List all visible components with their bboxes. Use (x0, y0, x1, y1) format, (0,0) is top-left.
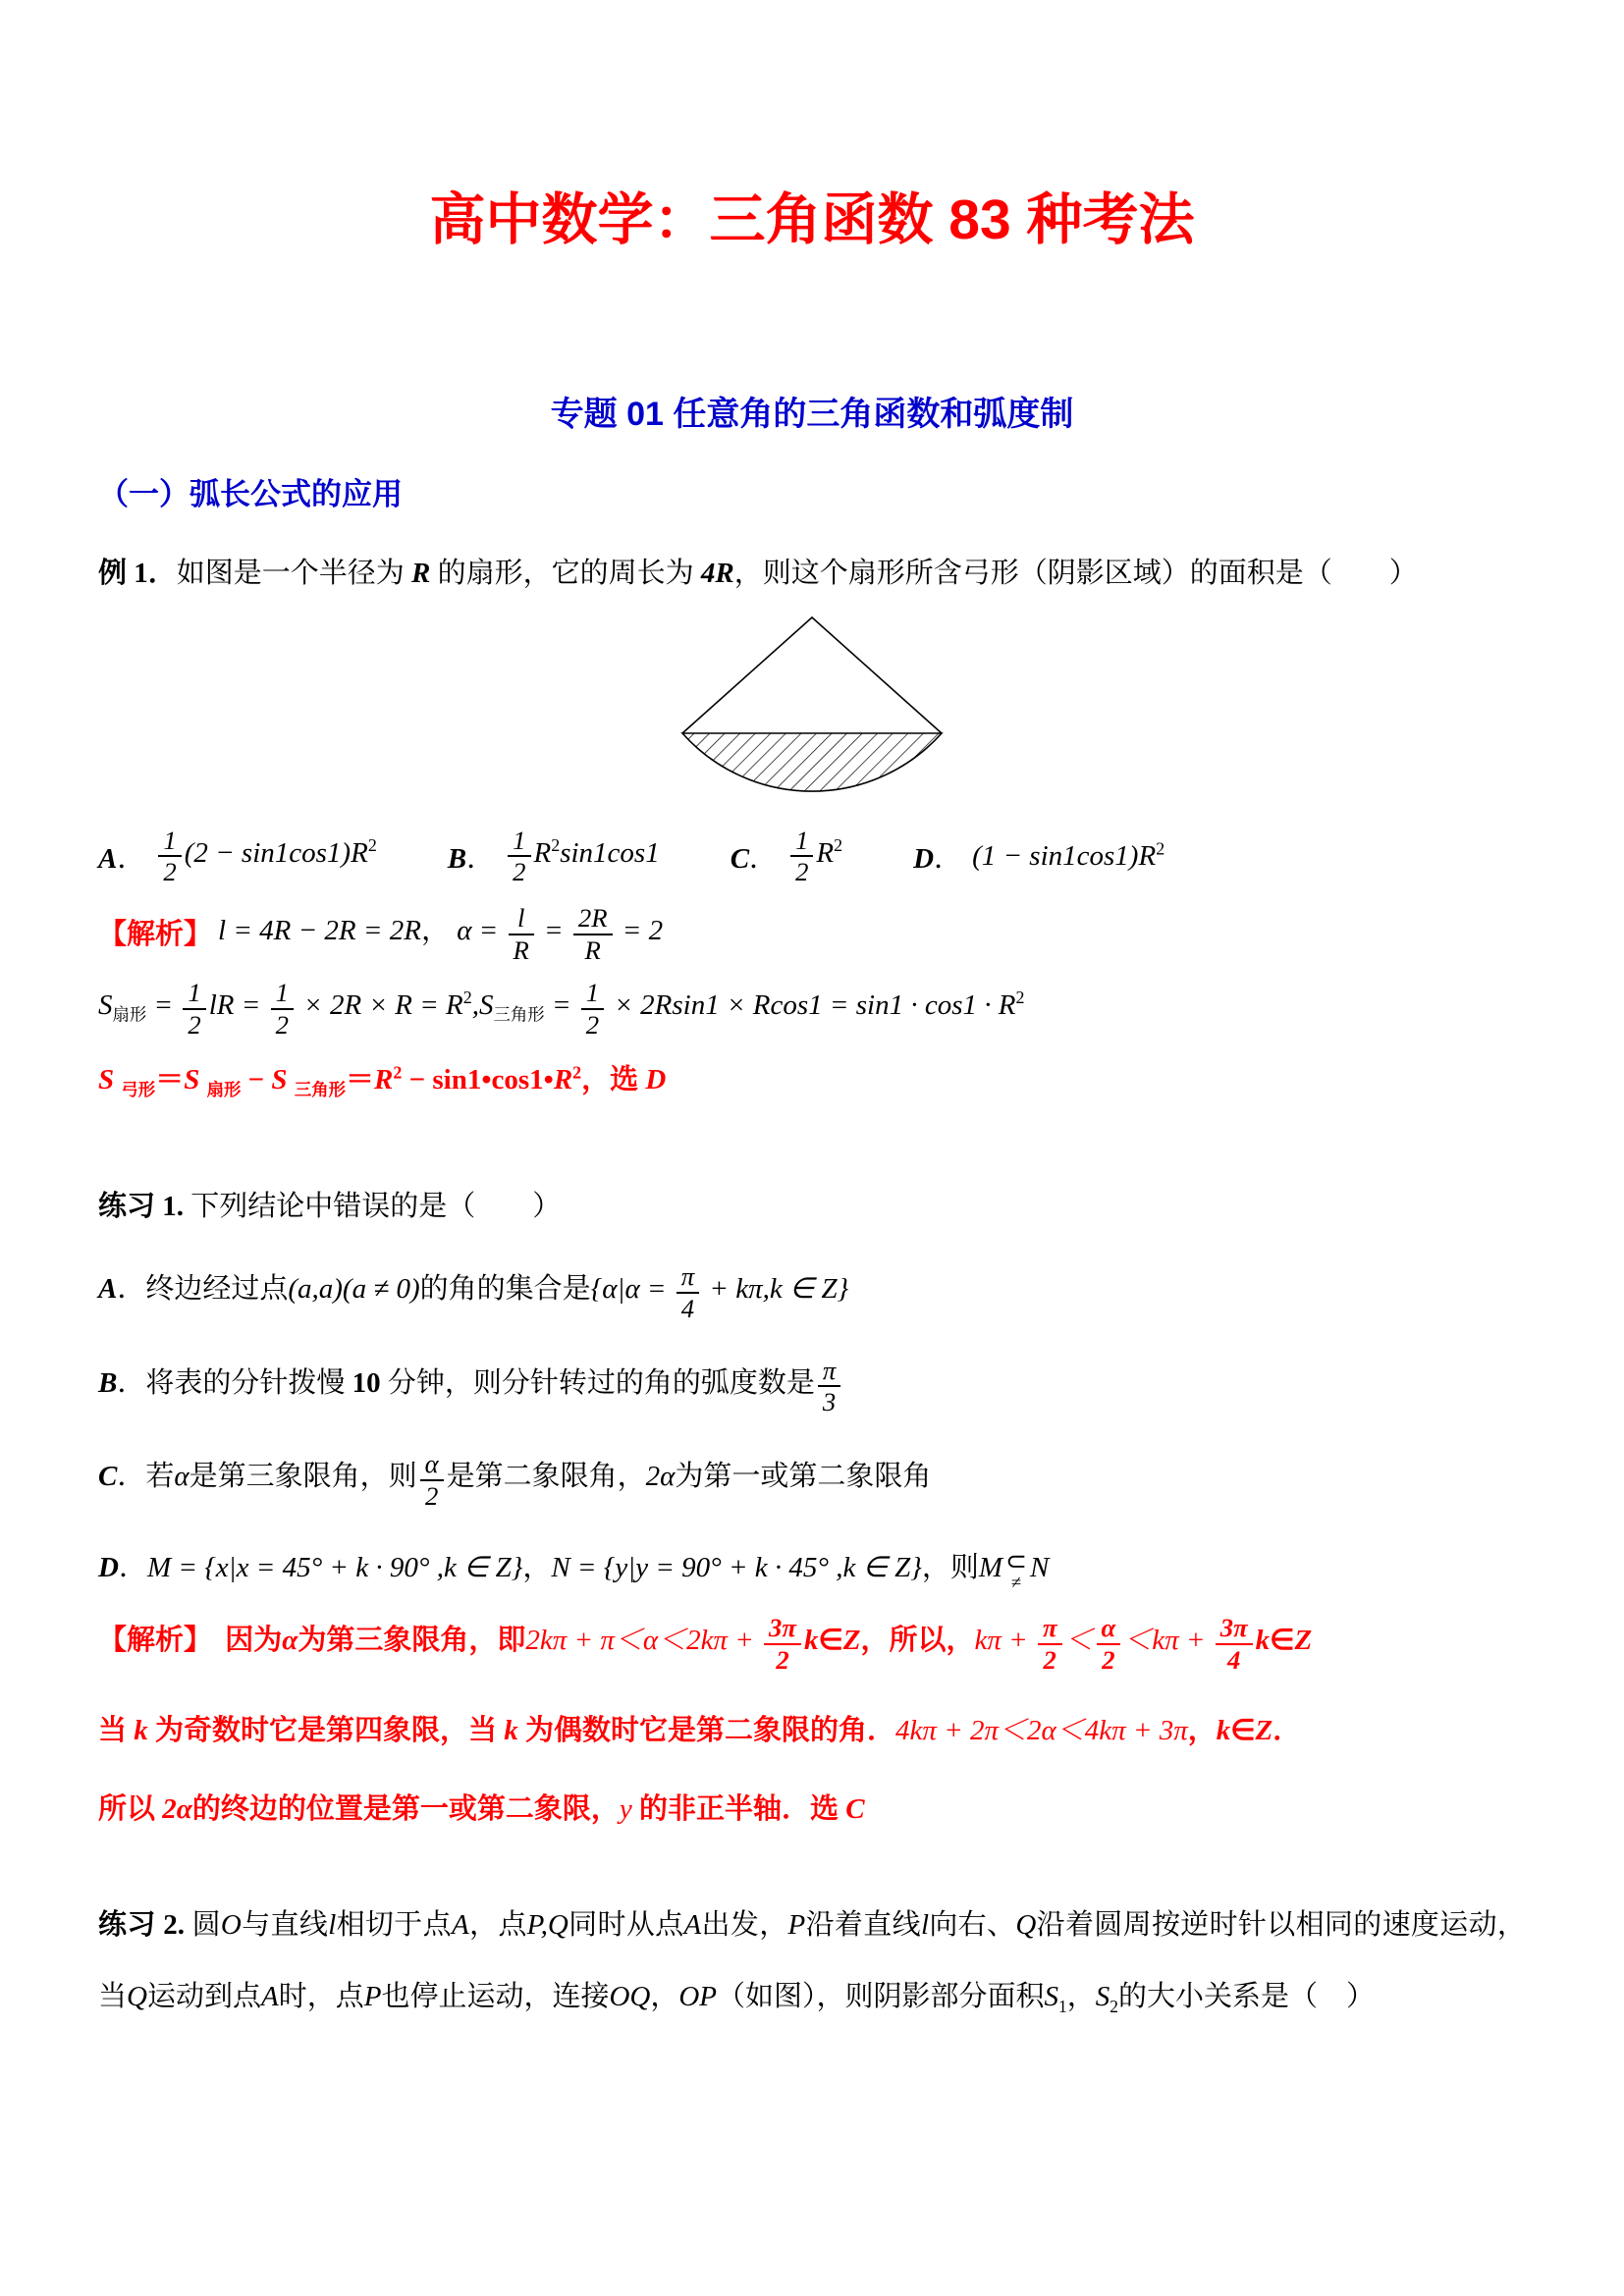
exercise1-analysis-line1 (98, 1614, 1526, 1675)
exercise1-analysis-tag: 【解析】 (98, 1624, 213, 1656)
example1-options (98, 827, 1526, 887)
exercise1-question: 练习 1. 下列结论中错误的是（ ） (98, 1190, 562, 1222)
example1-analysis-line2: $S_{扇形}$ = $\frac{1}{2}$ lR = $\frac{1}{2}$ × $2R \times R = R^2,S_{三角形}$ = $\frac{1}{2}$ × $2Rsin1 \times Rcos1 = \sin 1 \cdot \cos 1 \cdot R^2$ (98, 977, 1025, 1040)
option-a-label: A． (98, 842, 146, 875)
example1-analysis-line1 (98, 904, 1526, 965)
exercise1-option-c: C．若α是第三象限角，则 $\frac{\alpha}{2}$ 是第二象限角，2α为第一或第二象限角 (98, 1449, 932, 1511)
page-title: 高中数学：三角函数 83 种考法 (429, 188, 1195, 251)
exercise1-option-b: B．将表的分针拨慢 10 分钟，则分针转过的角的弧度数是 $\frac{\pi}{3}$ (98, 1357, 1526, 1417)
option-d-label: D． (913, 842, 963, 875)
exercise1-option-d: D．M = {x|x = 45° + k · 90° ,k ∈ Z}，N = {y|y = 90° + k · 45° ,k ∈ Z}，则M ⊂ ≠ N (98, 1546, 1050, 1593)
exercise1-analysis-line3: 所以 2α的终边的位置是第一或第二象限，y 的非正半轴．选 C (98, 1793, 865, 1826)
exercise1-analysis-line2: 当 k 为奇数时它是第四象限，当 k 为偶数时它是第二象限的角．4kπ + 2π＜2α＜4kπ + 3π，k∈Z． (98, 1714, 1302, 1746)
sector-segment-figure (665, 610, 959, 811)
option-a (98, 827, 377, 887)
sector-radii (682, 617, 942, 733)
shaded-segment (682, 733, 942, 791)
example1-question: 例 1．如图是一个半径为 R 的扇形，它的周长为 4R，则这个扇形所含弓形（阴影区域）的面积是（ ） (98, 557, 1418, 589)
exercise2-question: 练习 2. 圆O与直线l相切于点A，点P,Q同时从点A出发，P沿着直线l向右、Q沿着圆周按逆时针以相同的速度运动，当Q运动到点A时，点P也停止运动，连接OQ，OP（如图），则阴影部分面积$S_1$，$S_2$的大小关系是（ ） (98, 1908, 1526, 2017)
option-b-label: B． (447, 842, 496, 875)
topic-subtitle: 专题 01 任意角的三角函数和弧度制 (550, 395, 1074, 433)
analysis-math-1: l = 4R − 2R = 2R， α = $\frac{l}{R}$ = $\frac{2R}{R}$ = 2 (218, 903, 664, 965)
exercise1-option-a: A．终边经过点(a,a)(a ≠ 0)的角的集合是{α|α = $\frac{\pi}{4}$ + kπ,k ∈ Z} (98, 1260, 849, 1323)
option-c (731, 827, 842, 887)
option-a-formula: $\frac{1}{2}$ $(2 - \sin 1\cos 1)R^2$ (155, 827, 376, 887)
option-d-formula: $(1 - \sin 1\cos 1)R^2$ (972, 838, 1165, 872)
sector-figure-svg (665, 610, 959, 811)
example1-conclusion: S $_{弓形}$＝S $_{扇形}$ − S $_{三角形}=R^2$ − $\sin 1•\cos 1•R^2$，选 D (98, 1062, 667, 1100)
option-c-label: C． (730, 842, 779, 875)
option-b-formula: $\frac{1}{2}$ $R^2\sin 1\cos 1$ (505, 827, 660, 887)
option-c-formula: $\frac{1}{2}$ $R^2$ (787, 827, 842, 887)
option-b (448, 827, 660, 887)
exercise1-analysis-math-1: 因为α为第三象限角，即2kπ + π＜α＜2kπ + $\frac{3\pi}{2}$ k∈Z，所以，kπ + $\frac{\pi}{2}$ ＜ $\frac{\alpha}{2}$ ＜kπ + $\frac{3\pi}{4}$ k∈Z (225, 1613, 1313, 1675)
analysis-tag: 【解析】 (98, 918, 213, 950)
section-heading: （一）弧长公式的应用 (98, 476, 403, 511)
option-d (913, 836, 1164, 877)
